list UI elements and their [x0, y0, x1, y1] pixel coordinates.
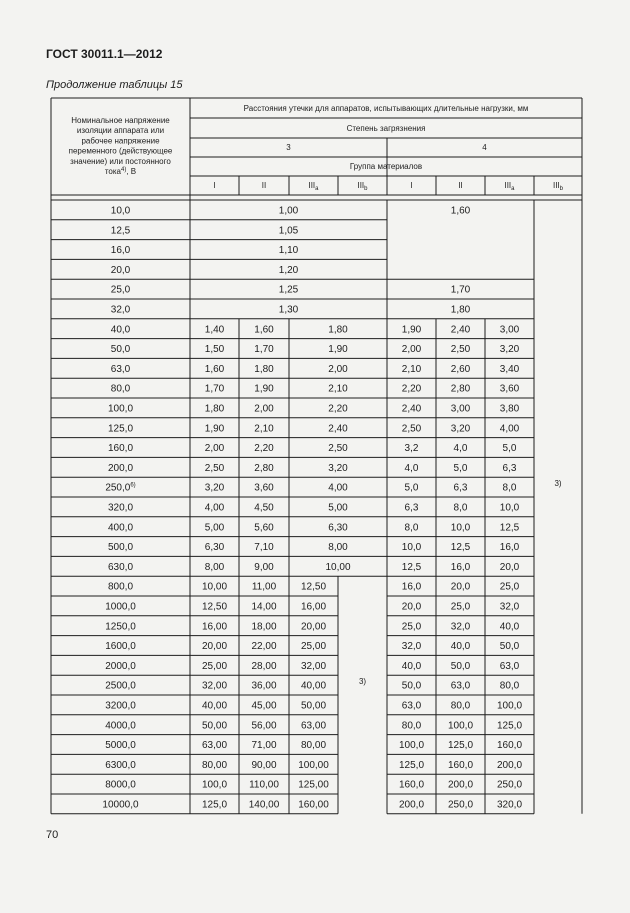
header-pollution-degree: Степень загрязнения — [346, 124, 426, 133]
value-cell: 12,5 — [450, 542, 471, 554]
voltage-cell: 25,0 — [110, 284, 131, 296]
voltage-cell: 8000,0 — [105, 779, 136, 791]
value-cell: 100,0 — [398, 740, 425, 752]
voltage-cell: 32,0 — [110, 304, 131, 316]
voltage-cell: 400,0 — [107, 522, 134, 534]
value-cell: 40,0 — [401, 660, 422, 672]
value-cell: 90,00 — [251, 759, 277, 771]
value-cell: 1,25 — [278, 284, 299, 296]
value-cell: 5,0 — [502, 443, 517, 455]
value-cell: 1,10 — [278, 245, 299, 257]
value-cell: 8,00 — [204, 561, 225, 573]
header-creepage-distances: Расстояния утечки для аппаратов, испытывающих длительные нагрузки, мм — [243, 104, 529, 113]
voltage-cell: 1250,0 — [105, 621, 136, 633]
voltage-cell: 800,0 — [107, 581, 134, 593]
value-cell: 125,0 — [447, 740, 474, 752]
value-cell: 4,00 — [499, 423, 520, 435]
value-cell: 28,00 — [251, 660, 277, 672]
value-cell: 25,0 — [401, 621, 422, 633]
value-cell: 3,2 — [404, 443, 419, 455]
voltage-cell: 6300,0 — [105, 759, 136, 771]
footnote-mark-3: 3) — [554, 479, 562, 489]
value-cell: 1,00 — [278, 205, 299, 217]
pollution-degree-4: 4 — [482, 143, 487, 152]
value-cell: 2,10 — [328, 383, 348, 395]
value-cell: 11,00 — [251, 581, 277, 593]
column-header-voltage-line: значение) или постоянного — [70, 156, 171, 166]
value-cell: 80,0 — [401, 720, 422, 732]
voltage-cell: 250,0$^{6)}$ — [105, 482, 136, 494]
value-cell: 1,70 — [204, 383, 225, 395]
value-cell: 6,30 — [204, 542, 225, 554]
material-group-ii: II — [261, 181, 267, 190]
value-cell: 80,00 — [300, 740, 327, 752]
material-group-iiia: $III_a$ — [504, 181, 515, 192]
value-cell: 4,0 — [404, 462, 419, 474]
voltage-cell: 20,0 — [110, 264, 131, 276]
value-cell: 8,0 — [453, 502, 468, 514]
value-cell: 320,0 — [496, 799, 523, 811]
value-cell: 1,60 — [204, 363, 225, 375]
voltage-cell: 3200,0 — [105, 700, 136, 712]
value-cell: 56,00 — [251, 720, 277, 732]
voltage-cell: 500,0 — [107, 542, 134, 554]
value-cell: 40,0 — [499, 621, 520, 633]
value-cell: 25,00 — [201, 660, 228, 672]
value-cell: 5,00 — [204, 522, 225, 534]
value-cell: 1,50 — [204, 344, 225, 356]
value-cell: 5,0 — [453, 462, 468, 474]
value-cell: 1,90 — [254, 383, 274, 395]
value-cell: 25,00 — [300, 641, 327, 653]
value-cell: 80,00 — [201, 759, 228, 771]
value-cell: 2,00 — [328, 363, 348, 375]
value-cell: 1,70 — [254, 344, 274, 356]
value-cell: 32,0 — [401, 641, 422, 653]
value-cell: 1,80 — [204, 403, 225, 415]
value-cell: 160,0 — [447, 759, 474, 771]
voltage-cell: 10,0 — [110, 205, 131, 217]
value-cell: 8,00 — [328, 542, 348, 554]
value-cell: 3,20 — [328, 462, 348, 474]
voltage-cell: 12,5 — [110, 225, 131, 237]
value-cell: 10,0 — [450, 522, 471, 534]
voltage-cell: 200,0 — [107, 462, 134, 474]
value-cell: 20,0 — [401, 601, 422, 613]
value-cell: 2,20 — [254, 443, 274, 455]
value-cell: 125,00 — [298, 779, 329, 791]
value-cell: 6,3 — [453, 482, 468, 494]
value-cell: 1,90 — [401, 324, 422, 336]
value-cell: 80,0 — [499, 680, 520, 692]
header-material-group: Группа материалов — [349, 162, 423, 171]
voltage-cell: 630,0 — [107, 561, 134, 573]
value-cell: 1,90 — [204, 423, 225, 435]
voltage-cell: 160,0 — [107, 443, 134, 455]
value-cell: 2,60 — [450, 363, 471, 375]
value-cell: 25,0 — [450, 601, 471, 613]
value-cell: 2,40 — [450, 324, 471, 336]
value-cell: 16,0 — [499, 542, 520, 554]
voltage-cell: 100,0 — [107, 403, 134, 415]
value-cell: 32,00 — [201, 680, 228, 692]
value-cell: 50,00 — [201, 720, 228, 732]
value-cell: 2,50 — [204, 462, 225, 474]
voltage-cell: 1000,0 — [105, 601, 136, 613]
column-header-voltage-line: изоляции аппарата или — [76, 126, 165, 136]
value-cell: 1,80 — [254, 363, 274, 375]
value-cell: 1,70 — [450, 284, 471, 296]
value-cell: 2,10 — [254, 423, 274, 435]
voltage-cell: 63,0 — [110, 363, 131, 375]
value-cell: 3,80 — [499, 403, 520, 415]
value-cell: 40,00 — [201, 700, 228, 712]
value-cell: 1,30 — [278, 304, 299, 316]
voltage-cell: 50,0 — [110, 344, 131, 356]
value-cell: 12,5 — [401, 561, 422, 573]
value-cell: 4,50 — [254, 502, 274, 514]
value-cell: 40,0 — [450, 641, 471, 653]
value-cell: 100,00 — [298, 759, 329, 771]
value-cell: 200,0 — [496, 759, 523, 771]
voltage-cell: 80,0 — [110, 383, 131, 395]
value-cell: 125,0 — [201, 799, 228, 811]
value-cell: 12,50 — [300, 581, 327, 593]
value-cell: 3,20 — [450, 423, 471, 435]
column-header-voltage-line: переменного (действующее — [68, 146, 173, 156]
value-cell: 16,0 — [450, 561, 471, 573]
voltage-cell: 1600,0 — [105, 641, 136, 653]
material-group-iiib: $III_b$ — [357, 181, 368, 192]
page-number: 70 — [46, 829, 59, 841]
value-cell: 100,0 — [496, 700, 523, 712]
value-cell: 50,0 — [499, 641, 520, 653]
voltage-cell: 10000,0 — [102, 799, 139, 811]
value-cell: 125,0 — [496, 720, 523, 732]
value-cell: 1,90 — [328, 344, 348, 356]
value-cell: 110,00 — [249, 779, 279, 791]
value-cell: 3,20 — [204, 482, 225, 494]
value-cell: 4,0 — [453, 443, 468, 455]
value-cell: 8,0 — [404, 522, 419, 534]
value-cell: 2,50 — [328, 443, 348, 455]
value-cell: 1,60 — [254, 324, 274, 336]
value-cell: 3,00 — [499, 324, 520, 336]
value-cell: 1,80 — [450, 304, 471, 316]
value-cell: 16,00 — [300, 601, 327, 613]
material-group-i: I — [213, 181, 216, 190]
voltage-cell: 2500,0 — [105, 680, 136, 692]
value-cell: 32,0 — [450, 621, 471, 633]
value-cell: 3,60 — [499, 383, 520, 395]
material-group-iiib: $III_b$ — [552, 181, 564, 192]
value-cell: 2,00 — [254, 403, 274, 415]
material-group-ii: II — [458, 181, 463, 190]
voltage-cell: 320,0 — [107, 502, 134, 514]
value-cell: 12,5 — [499, 522, 520, 534]
value-cell: 200,0 — [398, 799, 425, 811]
value-cell: 100,0 — [447, 720, 474, 732]
value-cell: 160,0 — [496, 740, 523, 752]
value-cell: 7,10 — [254, 542, 274, 554]
value-cell: 2,50 — [450, 344, 471, 356]
value-cell: 250,0 — [447, 799, 474, 811]
voltage-cell: 2000,0 — [105, 660, 136, 672]
value-cell: 40,00 — [300, 680, 327, 692]
pollution-degree-3: 3 — [286, 143, 291, 152]
value-cell: 3,00 — [450, 403, 471, 415]
value-cell: 2,00 — [401, 344, 422, 356]
value-cell: 3,40 — [499, 363, 520, 375]
value-cell: 1,80 — [328, 324, 348, 336]
value-cell: 3,60 — [254, 482, 274, 494]
value-cell: 18,00 — [251, 621, 277, 633]
value-cell: 6,3 — [404, 502, 419, 514]
value-cell: 1,60 — [450, 205, 471, 217]
material-group-i: I — [410, 181, 413, 190]
value-cell: 20,0 — [450, 581, 471, 593]
value-cell: 9,00 — [254, 561, 274, 573]
value-cell: 12,50 — [201, 601, 228, 613]
value-cell: 2,40 — [401, 403, 422, 415]
value-cell: 2,80 — [450, 383, 471, 395]
value-cell: 4,00 — [328, 482, 348, 494]
value-cell: 20,00 — [300, 621, 327, 633]
value-cell: 100,0 — [201, 779, 228, 791]
value-cell: 36,00 — [251, 680, 277, 692]
value-cell: 1,40 — [204, 324, 225, 336]
value-cell: 10,00 — [325, 561, 351, 573]
voltage-cell: 16,0 — [110, 245, 131, 257]
value-cell: 63,00 — [201, 740, 228, 752]
value-cell: 80,0 — [450, 700, 471, 712]
value-cell: 200,0 — [447, 779, 474, 791]
value-cell: 16,0 — [401, 581, 422, 593]
value-cell: 250,0 — [496, 779, 523, 791]
value-cell: 2,20 — [328, 403, 348, 415]
voltage-cell: 40,0 — [110, 324, 131, 336]
value-cell: 5,60 — [254, 522, 274, 534]
value-cell: 63,00 — [300, 720, 327, 732]
voltage-cell: 4000,0 — [105, 720, 136, 732]
value-cell: 14,00 — [251, 601, 277, 613]
value-cell: 125,0 — [398, 759, 425, 771]
value-cell: 10,0 — [401, 542, 422, 554]
value-cell: 22,00 — [251, 641, 277, 653]
table-continuation-caption: Продолжение таблицы 15 — [46, 79, 183, 91]
value-cell: 160,00 — [298, 799, 329, 811]
material-group-iiia: $III_a$ — [308, 181, 319, 192]
value-cell: 2,80 — [254, 462, 274, 474]
value-cell: 160,0 — [398, 779, 425, 791]
column-header-voltage-line: Номинальное напряжение — [71, 116, 170, 125]
value-cell: 2,20 — [401, 383, 422, 395]
value-cell: 20,0 — [499, 561, 520, 573]
value-cell: 6,3 — [502, 462, 517, 474]
value-cell: 2,40 — [328, 423, 348, 435]
value-cell: 8,0 — [502, 482, 517, 494]
value-cell: 32,0 — [499, 601, 520, 613]
value-cell: 50,0 — [450, 660, 471, 672]
value-cell: 63,0 — [499, 660, 520, 672]
value-cell: 10,0 — [499, 502, 520, 514]
value-cell: 50,0 — [401, 680, 422, 692]
value-cell: 10,00 — [201, 581, 228, 593]
voltage-cell: 125,0 — [107, 423, 134, 435]
value-cell: 63,0 — [401, 700, 422, 712]
value-cell: 1,20 — [278, 264, 299, 276]
voltage-cell: 5000,0 — [105, 740, 136, 752]
value-cell: 5,0 — [404, 482, 419, 494]
value-cell: 2,10 — [401, 363, 422, 375]
value-cell: 16,00 — [201, 621, 228, 633]
value-cell: 2,50 — [401, 423, 422, 435]
value-cell: 6,30 — [328, 522, 348, 534]
value-cell: 4,00 — [204, 502, 225, 514]
value-cell: 25,0 — [499, 581, 520, 593]
value-cell: 20,00 — [201, 641, 228, 653]
value-cell: 140,00 — [248, 799, 280, 811]
value-cell: 5,00 — [328, 502, 348, 514]
value-cell: 2,00 — [204, 443, 225, 455]
value-cell: 45,00 — [251, 700, 277, 712]
value-cell: 71,00 — [251, 740, 277, 752]
value-cell: 50,00 — [300, 700, 327, 712]
value-cell: 32,00 — [300, 660, 327, 672]
column-header-voltage-line: тока$^{4)}$, В — [104, 167, 137, 176]
value-cell: 3,20 — [499, 344, 520, 356]
value-cell: 63,0 — [450, 680, 471, 692]
value-cell: 1,05 — [278, 225, 299, 237]
footnote-mark-3: 3) — [358, 677, 367, 687]
column-header-voltage-line: рабочее напряжение — [81, 136, 160, 146]
document-title: ГОСТ 30011.1—2012 — [46, 47, 163, 61]
